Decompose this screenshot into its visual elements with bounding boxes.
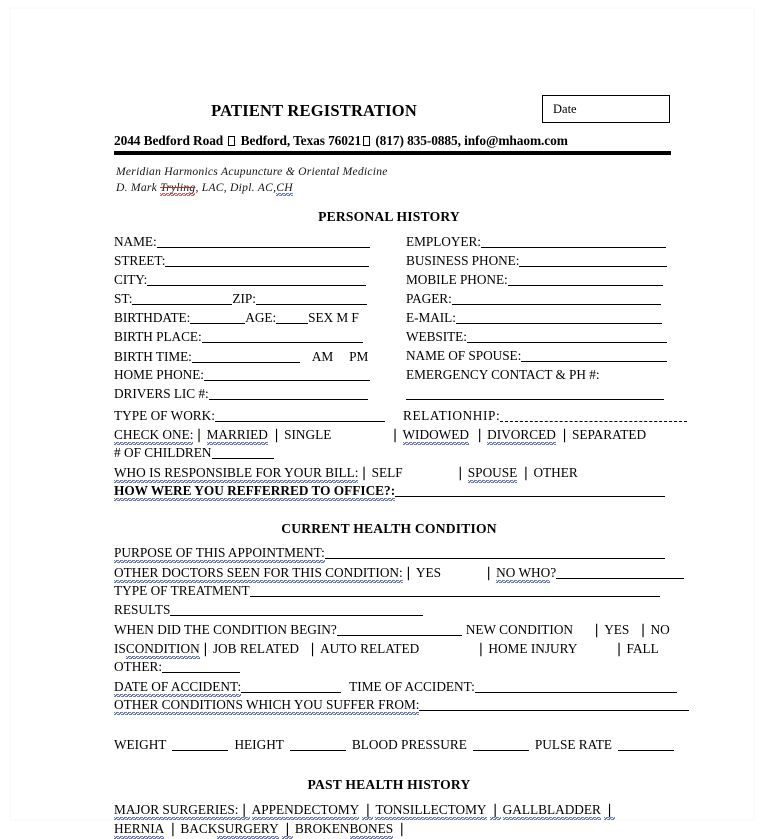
missing-glyph-icon <box>228 136 235 146</box>
field-name-input[interactable] <box>157 234 370 248</box>
check-one-label: CHECK ONE: <box>114 427 193 445</box>
field-employer <box>406 234 674 253</box>
field-website-label: WEBSITE: <box>406 329 467 344</box>
field-st-label: ST: <box>114 291 133 306</box>
line-responsible-for-bill <box>114 464 674 483</box>
field-date-accident-label: DATE OF ACCIDENT: <box>114 679 241 697</box>
checkbox-gallbladder-icon[interactable]: ❘ <box>490 802 501 820</box>
field-when-begin-label: WHEN DID THE CONDITION BEGIN? <box>114 622 337 637</box>
checkbox-spouse-icon[interactable]: ❘ <box>454 465 466 480</box>
field-business-phone-input[interactable] <box>519 253 667 267</box>
field-time-accident-label: TIME OF ACCIDENT: <box>349 679 475 694</box>
option-self[interactable]: SELF <box>371 465 403 480</box>
option-doctors-yes[interactable]: YES <box>415 565 442 580</box>
checkbox-fall-icon[interactable]: ❘ <box>613 641 625 656</box>
option-married[interactable]: MARRIED <box>207 427 268 445</box>
field-purpose-label: PURPOSE OF THIS APPOINTMENT: <box>114 545 325 563</box>
field-zip-input[interactable] <box>256 291 367 305</box>
field-employer-input[interactable] <box>481 234 666 248</box>
section-heading-past-health: PAST HEALTH HISTORY <box>307 777 471 792</box>
address-phone-email: (817) 835-0885, info@mhaom.com <box>375 133 568 148</box>
field-email <box>406 310 674 329</box>
field-email-label: E-MAIL: <box>406 310 456 325</box>
field-results-label: RESULTS <box>114 602 171 617</box>
field-other-cause-label: OTHER: <box>114 659 163 674</box>
checkbox-single-icon[interactable]: ❘ <box>270 427 283 442</box>
form-content <box>104 89 674 839</box>
clinic-name: Meridian Harmonics Acupuncture & Oriental Medicine <box>116 165 388 178</box>
past-health-block <box>104 801 674 839</box>
field-street-input[interactable] <box>165 253 369 267</box>
field-time-accident-input[interactable] <box>475 679 677 693</box>
field-birth-place-label: BIRTH PLACE: <box>114 329 202 344</box>
field-birthdate-input[interactable] <box>190 310 245 324</box>
checkbox-separated-icon[interactable]: ❘ <box>558 427 570 442</box>
field-relationship-input[interactable] <box>500 408 687 422</box>
address-city-state-zip: Bedford, Texas 76021 <box>240 133 362 148</box>
option-new-condition-no[interactable]: NO <box>650 622 670 637</box>
field-other-conditions-input[interactable] <box>419 697 689 711</box>
clinic-identity-block <box>104 164 674 195</box>
field-mobile-phone-label: MOBILE PHONE: <box>406 272 508 287</box>
field-business-phone <box>406 253 674 272</box>
field-street-label: STREET: <box>114 253 166 268</box>
line-when-condition-begin <box>114 621 674 640</box>
field-when-begin-input[interactable] <box>337 622 462 636</box>
practitioner-name <box>116 180 674 196</box>
line-date-time-of-accident <box>114 678 674 697</box>
checkbox-back-surgery-icon[interactable]: ❘ <box>167 821 179 836</box>
field-city <box>114 272 389 291</box>
field-pager-input[interactable] <box>452 291 661 305</box>
checkbox-auto-related-icon[interactable]: ❘ <box>306 641 319 656</box>
line-how-referred <box>114 483 674 502</box>
option-appendectomy[interactable]: APPENDECTOMY <box>252 802 360 820</box>
field-name <box>114 234 389 253</box>
option-new-condition-yes[interactable]: YES <box>604 622 630 637</box>
practitioner-credentials-ch: CH <box>276 180 293 194</box>
field-birth-time-label: BIRTH TIME: <box>114 349 192 364</box>
field-st-input[interactable] <box>132 291 232 305</box>
checkbox-doctors-no-icon[interactable]: ❘ <box>483 565 495 580</box>
option-fall[interactable]: FALL <box>626 641 659 656</box>
checkbox-married-icon[interactable]: ❘ <box>193 427 205 442</box>
page-sheet <box>10 8 754 836</box>
checkbox-divorced-icon[interactable]: ❘ <box>473 427 486 442</box>
field-height-label: HEIGHT <box>234 737 284 752</box>
practitioner-first: D. Mark <box>116 180 161 194</box>
option-auto-related[interactable]: AUTO RELATED <box>320 641 420 656</box>
checkbox-surgeries-extra-icon[interactable]: ❘ <box>396 821 408 836</box>
field-birthdate-age-sex <box>114 310 389 329</box>
option-broken-prefix[interactable]: BROKEN <box>294 821 350 836</box>
field-relationship-label: RELATIONHIP: <box>402 408 501 423</box>
field-age-label: AGE: <box>245 310 277 325</box>
field-home-phone-input[interactable] <box>204 367 370 381</box>
clinic-address-line <box>104 133 674 149</box>
checkbox-appendectomy-icon[interactable]: ❘ <box>239 802 250 820</box>
line-type-of-treatment <box>114 583 674 602</box>
header-divider <box>114 151 671 155</box>
checkbox-new-yes-icon[interactable]: ❘ <box>591 622 603 637</box>
checkbox-tonsillectomy-icon[interactable]: ❘ <box>362 802 373 820</box>
page-title: PATIENT REGISTRATION <box>211 101 417 120</box>
condition-word: CONDITION <box>126 641 200 659</box>
practitioner-last: Tryling <box>160 180 196 194</box>
field-employer-label: EMPLOYER: <box>406 234 481 249</box>
field-pulse-rate-input[interactable] <box>618 737 674 751</box>
field-emergency-contact-input[interactable] <box>406 386 664 400</box>
field-city-label: CITY: <box>114 272 148 287</box>
field-results-input[interactable] <box>170 602 423 616</box>
line-other-doctors <box>114 564 674 583</box>
field-date-accident-input[interactable] <box>241 679 341 693</box>
field-birth-time-pm[interactable]: PM <box>349 349 369 364</box>
option-doctors-no-who[interactable]: NO WHO <box>496 565 550 583</box>
field-birth-place-input[interactable] <box>202 329 363 343</box>
field-birth-time-am[interactable]: AM <box>311 349 334 364</box>
option-back-surgery[interactable]: SURGERY <box>217 821 278 839</box>
checkbox-self-icon[interactable]: ❘ <box>358 465 370 480</box>
field-other-doctors-label: OTHER DOCTORS SEEN FOR THIS CONDITION: <box>114 565 403 583</box>
field-website <box>406 329 674 348</box>
field-emergency-contact <box>406 367 674 386</box>
checkbox-widowed-icon[interactable]: ❘ <box>389 427 401 442</box>
field-referred-label: HOW WERE YOU REFFERRED TO OFFICE?: <box>114 483 395 501</box>
field-email-input[interactable] <box>456 310 662 324</box>
document-header <box>104 89 674 119</box>
personal-history-grid <box>104 234 674 412</box>
option-separated[interactable]: SEPARATED <box>571 427 647 442</box>
field-birthdate-label: BIRTHDATE: <box>114 310 191 325</box>
field-emergency-contact-value <box>406 386 674 405</box>
field-website-input[interactable] <box>467 329 667 343</box>
field-other-cause-input[interactable] <box>162 659 240 673</box>
option-tonsillectomy[interactable]: TONSILLECTOMY <box>375 802 486 820</box>
field-drivers-lic-input[interactable] <box>209 386 368 400</box>
option-spouse-payer[interactable]: SPOUSE <box>468 465 518 483</box>
field-name-of-spouse-label: NAME OF SPOUSE: <box>406 348 522 363</box>
field-sex-options[interactable]: SEX M F <box>308 310 359 325</box>
field-city-input[interactable] <box>147 272 366 286</box>
field-street <box>114 253 389 272</box>
checkbox-broken-bones-icon[interactable]: ❘ <box>282 821 293 839</box>
field-pulse-rate-label: PULSE RATE <box>534 737 613 752</box>
field-type-of-work-label: TYPE OF WORK: <box>114 408 215 423</box>
field-drivers-lic-label: DRIVERS LIC #: <box>114 386 209 401</box>
field-name-of-spouse <box>406 348 674 367</box>
field-home-phone <box>114 367 389 386</box>
line-is-condition-related <box>114 640 674 659</box>
line-check-one-marital <box>114 426 674 445</box>
responsible-label: WHO IS RESPONSIBLE FOR YOUR BILL: <box>114 465 358 483</box>
field-type-of-treatment-input[interactable] <box>250 583 660 597</box>
current-health-block <box>104 545 674 716</box>
major-surgeries-label: MAJOR SURGERIES: <box>114 802 239 820</box>
personal-right-column <box>406 234 674 405</box>
field-weight-input[interactable] <box>172 737 228 751</box>
option-broken-bones[interactable]: BONES <box>350 821 394 839</box>
section-heading-personal-history: PERSONAL HISTORY <box>318 209 460 224</box>
checkbox-doctors-yes-icon[interactable]: ❘ <box>402 565 414 580</box>
option-divorced[interactable]: DIVORCED <box>487 427 556 445</box>
field-business-phone-label: BUSINESS PHONE: <box>406 253 520 268</box>
field-birth-time-input[interactable] <box>192 349 300 363</box>
field-home-phone-label: HOME PHONE: <box>114 367 204 382</box>
option-job-related[interactable]: JOB RELATED <box>212 641 299 656</box>
missing-glyph-icon <box>363 136 370 146</box>
line-vitals <box>114 736 674 755</box>
line-major-surgeries-2 <box>114 820 674 839</box>
field-height-input[interactable] <box>290 737 346 751</box>
option-other-payer[interactable]: OTHER <box>533 465 578 480</box>
field-purpose-input[interactable] <box>325 545 665 559</box>
field-zip-label: ZIP: <box>232 291 256 306</box>
field-type-of-treatment-label: TYPE OF TREATMENT <box>114 583 250 598</box>
line-results <box>114 602 674 621</box>
date-label: Date <box>553 102 577 116</box>
field-referred-input[interactable] <box>395 483 665 497</box>
option-widowed[interactable]: WIDOWED <box>403 427 469 445</box>
line-number-of-children <box>114 445 674 464</box>
personal-left-column <box>114 234 389 405</box>
line-other-conditions <box>114 697 674 716</box>
option-hernia[interactable]: HERNIA <box>114 821 164 839</box>
field-mobile-phone <box>406 272 674 291</box>
field-pager-label: PAGER: <box>406 291 452 306</box>
work-marital-block <box>104 407 674 502</box>
checkbox-job-related-icon[interactable]: ❘ <box>199 641 211 656</box>
line-type-of-work-relationship <box>114 407 674 426</box>
date-field-box[interactable] <box>542 95 670 123</box>
who-question-mark: ? <box>550 565 557 580</box>
field-who-input[interactable] <box>556 565 684 579</box>
field-drivers-lic <box>114 386 389 405</box>
option-single[interactable]: SINGLE <box>284 427 332 442</box>
option-back-prefix[interactable]: BACK <box>180 821 218 836</box>
line-major-surgeries-1 <box>114 801 674 820</box>
field-other-conditions-label: OTHER CONDITIONS WHICH YOU SUFFER FROM: <box>114 697 419 715</box>
field-num-children-input[interactable] <box>212 445 274 459</box>
line-other-cause <box>114 659 674 678</box>
checkbox-home-injury-icon[interactable]: ❘ <box>475 641 487 656</box>
checkbox-hernia-icon[interactable]: ❘ <box>604 802 615 820</box>
new-condition-label: NEW CONDITION <box>465 622 574 637</box>
field-age-input[interactable] <box>276 310 308 324</box>
field-num-children-label: # OF CHILDREN <box>114 445 212 460</box>
field-pager <box>406 291 674 310</box>
field-emergency-contact-label: EMERGENCY CONTACT & PH #: <box>406 367 600 382</box>
field-blood-pressure-input[interactable] <box>473 737 529 751</box>
option-home-injury[interactable]: HOME INJURY <box>488 641 578 656</box>
field-birth-place <box>114 329 389 348</box>
field-weight-label: WEIGHT <box>114 737 167 752</box>
field-type-of-work-input[interactable] <box>215 408 385 422</box>
is-condition-prefix: IS <box>114 641 126 656</box>
field-name-label: NAME: <box>114 234 157 249</box>
section-heading-current-health: CURRENT HEALTH CONDITION <box>281 521 497 536</box>
field-birth-time <box>114 348 389 367</box>
line-purpose-of-appointment <box>114 545 674 564</box>
field-blood-pressure-label: BLOOD PRESSURE <box>351 737 467 752</box>
checkbox-new-no-icon[interactable]: ❘ <box>637 622 649 637</box>
field-st-zip <box>114 291 389 310</box>
option-gallbladder[interactable]: GALLBLADDER <box>503 802 601 820</box>
checkbox-other-payer-icon[interactable]: ❘ <box>520 465 532 480</box>
field-name-of-spouse-input[interactable] <box>521 348 667 362</box>
address-street: 2044 Bedford Road <box>114 133 224 148</box>
practitioner-credentials: , LAC, Dipl. AC, <box>195 180 277 194</box>
field-mobile-phone-input[interactable] <box>508 272 663 286</box>
